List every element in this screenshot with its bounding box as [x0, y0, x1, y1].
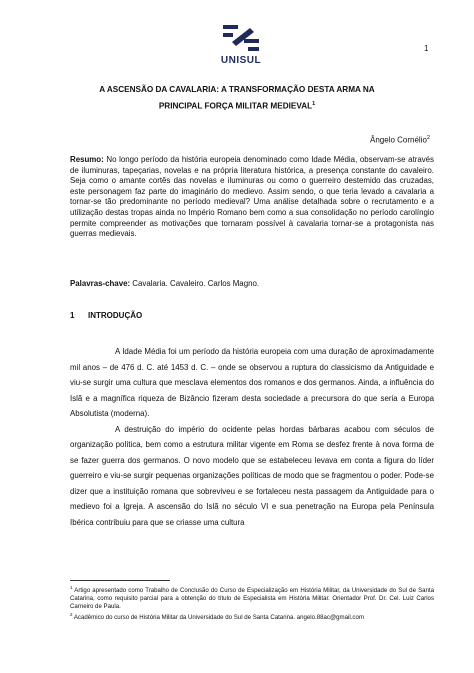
section-heading — [70, 311, 142, 320]
title-line-1: A ASCENSÃO DA CAVALARIA: A TRANSFORMAÇÃO DESTA ARMA NA — [99, 85, 375, 94]
title-footnote-ref: 1 — [312, 101, 316, 107]
author-name — [370, 135, 430, 145]
body-text — [70, 344, 434, 530]
abstract-text: No longo período da história europeia denominado como Idade Média, observam-se através de iluminuras, tapeçarias, novelas e na própria literatura histórica, a presença constante do cavaleiro. Seja como o amante cortês das novelas e iluminuras ou como o guerreiro destemido das cruzadas, este personagem faz parte do imaginário do medievo. Assim sendo, o que teria levado a cavalaria a tornar-se tão predominante no período medieval? Uma análise detalhada sobre o recrutamento e a utilização destas tropas ainda no Império Romano bem como a sua consolidação no período carolíngio permite compreender as motivações que tornaram possível à cavalaria tornar-se a protagonista nas guerras medievais. — [70, 155, 434, 239]
keywords — [70, 279, 434, 288]
footnote-1 — [70, 584, 434, 611]
page-number: 1 — [424, 44, 429, 53]
footnote-2-ref: 2 — [70, 612, 73, 618]
body-paragraph: A destruição do império do ocidente pelas hordas bárbaras acabou com séculos de organização política, bem como a estrutura militar vigente em Roma se desfez frente à nova forma de se fazer guerra dos germanos. O novo modelo que se estabeleceu levava em conta a figura do líder guerreiro e viu-se surgir pequenas organizações políticas de modo que se fragmentou o poder. Pode-se dizer que a instituição romana que sobreviveu e se fortaleceu nesta passagem da Antiguidade para o medievo foi a Igreja. A ascensão do Islã no século VI e sua penetração na Europa pela Península Ibérica contribuiu para que se criasse uma cultura — [70, 424, 434, 527]
author-name-text: Ângelo Cornélio — [370, 135, 427, 145]
author-footnote-ref: 2 — [426, 135, 430, 141]
unisul-logo-icon — [220, 22, 262, 54]
footnote-2 — [70, 611, 434, 622]
footnotes — [70, 584, 434, 622]
keywords-label: Palavras-chave: — [70, 279, 131, 288]
keywords-text: Cavalaria. Cavaleiro. Carlos Magno. — [130, 279, 260, 288]
article-title — [60, 82, 414, 114]
footnote-1-ref: 1 — [70, 585, 73, 590]
body-paragraph: A Idade Média foi um período da história europeia com uma duração de aproximadamente mil anos – de 476 d. C. até 1453 d. C. – onde se observou a ruptura do classicismo da Antiguidade e viu-se surgir uma cultura que mesclava elementos dos romanos e dos germanos. Ainda, a influência do Islã e a magnífica riqueza de Bizâncio fizeram desta sociedade a precursora do que seria a Europa Absolutista (moderna). — [70, 347, 434, 418]
footnote-2-text: Acadêmico do curso de História Militar da Universidade do Sul de Santa Catarina. angelo.88ac@gmail.com — [72, 614, 364, 622]
university-logo — [210, 22, 272, 72]
section-number: 1 — [70, 311, 75, 320]
section-title: INTRODUÇÃO — [88, 311, 143, 320]
footnote-1-text: Artigo apresentado como Trabalho de Conclusão do Curso de Especialização em História Militar, da Universidade do Sul de Santa Catarina, como requisito parcial para a obtenção do título de Especialista em História Militar. Orientador Prof. Dr. Cel. Luiz Carlos Carneiro de Paula. — [70, 587, 434, 611]
title-line-2: PRINCIPAL FORÇA MILITAR MEDIEVAL — [158, 101, 313, 111]
logo-text: UNISUL — [220, 55, 262, 66]
abstract — [70, 155, 434, 240]
footnote-divider — [70, 580, 170, 581]
abstract-label: Resumo: — [70, 155, 104, 164]
